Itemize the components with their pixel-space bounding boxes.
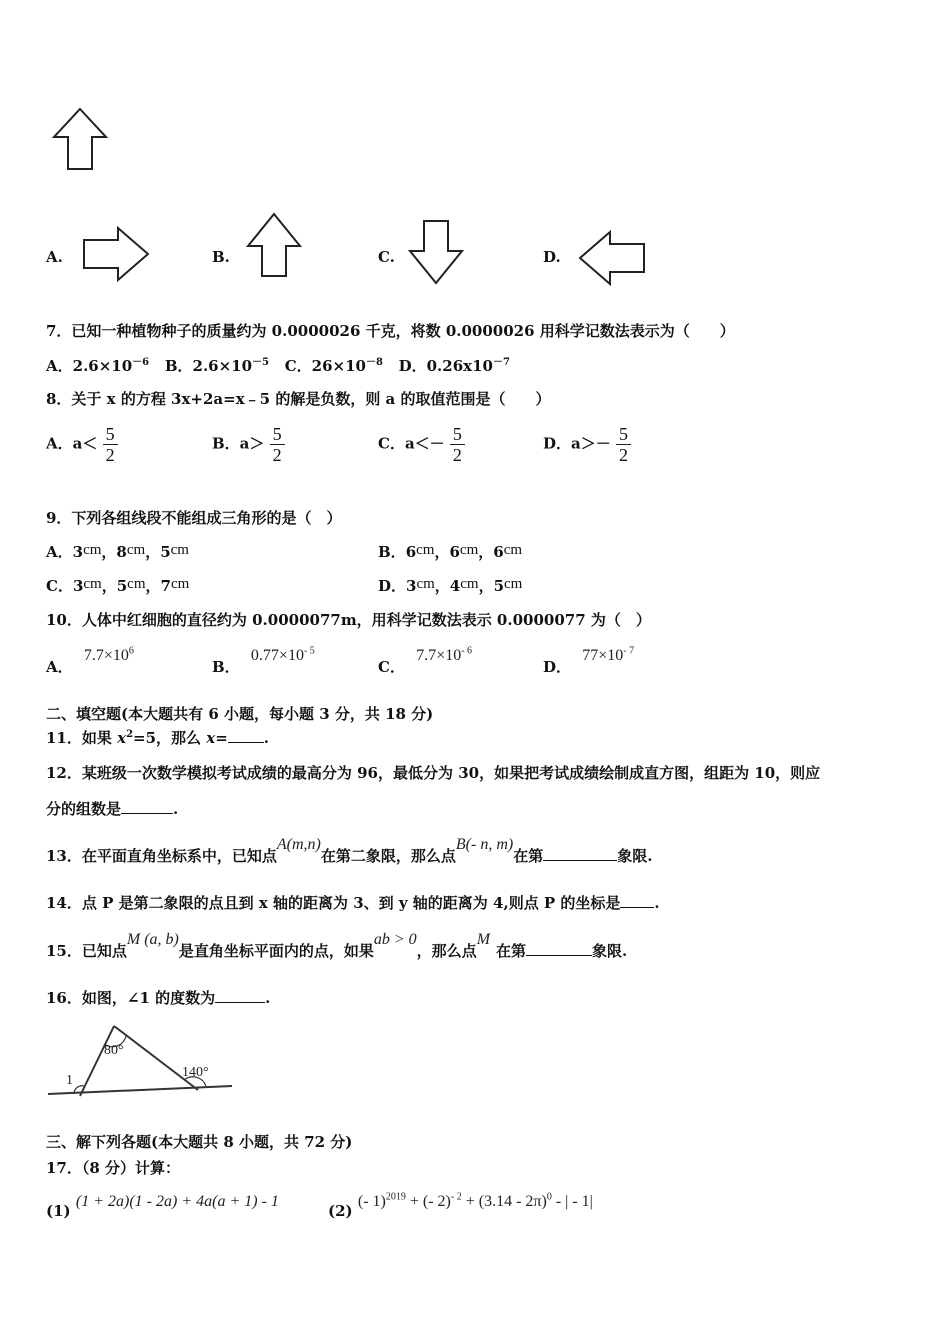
q6-option-d[interactable]: [543, 248, 561, 266]
section-3-heading: 三、解下列各题(本大题共 8 小题，共 72 分): [46, 1133, 353, 1151]
q13-point-a: A(m,n): [276, 836, 321, 853]
q15-point-m: M (a, b): [126, 931, 179, 948]
q15: 15．已知点M (a, b)是直角坐标平面内的点，如果ab > 0，那么点M在第 象限.: [46, 931, 628, 960]
q11-answer-blank[interactable]: [228, 728, 264, 743]
q14: 14．点 P 是第二象限的点且到 x 轴的距离为 3、到 y 轴的距离为 4,则点 P 的坐标是 .: [46, 894, 660, 912]
q10-option-d-expr: $77\times 10^{- 7}$: [582, 645, 635, 664]
q16: 16．如图，∠1 的度数为 .: [46, 989, 271, 1007]
reference-up-arrow: [52, 107, 108, 171]
q13: 13．在平面直角坐标系中，已知点A(m,n)在第二象限，那么点B(- n, m)在第 象限.: [46, 836, 653, 865]
q7-stem: 7．已知一种植物种子的质量约为 0.0000026 千克，将数 0.0000026 用科学记数法表示为（ ）: [46, 322, 735, 340]
q17-part-1: (1) (1 + 2a)(1 - 2a) + 4a(a + 1) - 1: [46, 1193, 279, 1220]
q7-option-c[interactable]: C．$26\times 10^{-8}$: [284, 357, 383, 375]
q6-option-a[interactable]: [46, 248, 63, 266]
q8-option-a[interactable]: A．a＜ $\frac{5}{2}$: [46, 424, 118, 465]
q15-m: M: [476, 931, 491, 948]
q17-part-1-expr: (1 + 2a)(1 - 2a) + 4a(a + 1) - 1: [75, 1193, 279, 1210]
q9-option-b[interactable]: B．6cm，6cm，6cm: [378, 542, 523, 561]
q10-option-c-expr: $7.7\times 10^{- 6}$: [416, 645, 473, 664]
q13-point-b: B(- n, m): [455, 836, 514, 853]
q6-option-d-letter: D.: [543, 248, 561, 266]
q7-option-d[interactable]: D．$0.26x10^{-7}$: [398, 357, 510, 375]
q8-option-b[interactable]: B．a＞ $\frac{5}{2}$: [212, 424, 285, 465]
q10-option-a-expr: $7.7\times 10^6$: [83, 645, 134, 664]
q12-answer-blank[interactable]: [121, 799, 173, 814]
q6-option-c[interactable]: [378, 248, 395, 266]
q10-option-a[interactable]: A． $7.7\times 10^6$: [46, 645, 134, 676]
q17-title: 17．（8 分）计算：: [46, 1159, 181, 1177]
fraction-five-halves: $\frac{5}{2}$: [616, 424, 631, 465]
q10-stem: 10．人体中红细胞的直径约为 0.0000077m，用科学记数法表示 0.0000077 为（ ）: [46, 611, 651, 629]
q7-option-b[interactable]: B．$2.6\times 10^{-5}$: [164, 357, 270, 375]
q10-option-b[interactable]: B． $0.77\times 10^{- 5}$: [212, 645, 315, 676]
q12-line1: 12．某班级一次数学模拟考试成绩的最高分为 96，最低分为 30，如果把考试成绩绘制成直方图，组距为 10，则应: [46, 764, 821, 782]
q10-option-b-expr: $0.77\times 10^{- 5}$: [250, 645, 315, 664]
q10-option-d[interactable]: D． $77\times 10^{- 7}$: [543, 645, 635, 676]
q7-options: [46, 353, 510, 376]
q16-answer-blank[interactable]: [215, 988, 265, 1003]
q17-part-2-expr: (- 1)$^{2019}$ + (- 2)$^{- 2}$ + (3.14 - 2π)$^0$ - | - 1|: [357, 1192, 593, 1211]
fraction-five-halves: $\frac{5}{2}$: [270, 424, 285, 465]
q6-option-b[interactable]: [212, 248, 230, 266]
q10-option-c[interactable]: C． $7.7\times 10^{- 6}$: [378, 645, 473, 676]
q6-option-c-letter: C.: [378, 248, 395, 266]
q6-option-a-right-arrow-icon: [82, 226, 150, 282]
q9-stem: 9．下列各组线段不能组成三角形的是（ ）: [46, 509, 342, 527]
q15-condition: ab > 0: [373, 931, 417, 948]
section-2-heading: 二、填空题(本大题共有 6 小题，每小题 3 分，共 18 分): [46, 705, 434, 723]
q15-answer-blank[interactable]: [526, 941, 592, 956]
q6-option-b-up-arrow-icon: [246, 212, 302, 278]
q17-part-2: (2) (- 1)$^{2019}$ + (- 2)$^{- 2}$ + (3.14 - 2π)$^0$ - | - 1|: [328, 1192, 593, 1221]
q16-angle-140-label: 140°: [182, 1065, 209, 1080]
q9-option-d[interactable]: D．3cm，4cm，5cm: [378, 576, 523, 595]
q8-stem: 8．关于 x 的方程 3x+2a=x﹣5 的解是负数，则 a 的取值范围是（ ）: [46, 390, 551, 408]
q13-answer-blank[interactable]: [543, 846, 617, 861]
q12-line2: 分的组数是 .: [46, 800, 179, 818]
q6-option-b-letter: B.: [212, 248, 230, 266]
q6-option-a-letter: A.: [46, 248, 63, 266]
q16-angle-80-label: 80°: [104, 1043, 124, 1058]
q16-triangle-figure: [46, 1020, 236, 1100]
fraction-five-halves: $\frac{5}{2}$: [450, 424, 465, 465]
q14-answer-blank[interactable]: [620, 893, 654, 908]
q6-option-d-left-arrow-icon: [578, 230, 646, 286]
q8-option-c[interactable]: C．a＜－ $\frac{5}{2}$: [378, 424, 465, 465]
fraction-five-halves: $\frac{5}{2}$: [103, 424, 118, 465]
q9-option-c[interactable]: C．3cm，5cm，7cm: [46, 576, 190, 595]
q11: 11．如果 $x^2=5$，那么 x= .: [46, 729, 270, 747]
q9-option-a[interactable]: A．3cm，8cm，5cm: [46, 542, 189, 561]
q7-option-a[interactable]: A．$2.6\times 10^{-6}$: [46, 357, 150, 375]
q6-option-c-down-arrow-icon: [408, 219, 464, 285]
q16-angle-1-label: 1: [66, 1073, 73, 1088]
q8-option-d[interactable]: D．a＞－ $\frac{5}{2}$: [543, 424, 631, 465]
